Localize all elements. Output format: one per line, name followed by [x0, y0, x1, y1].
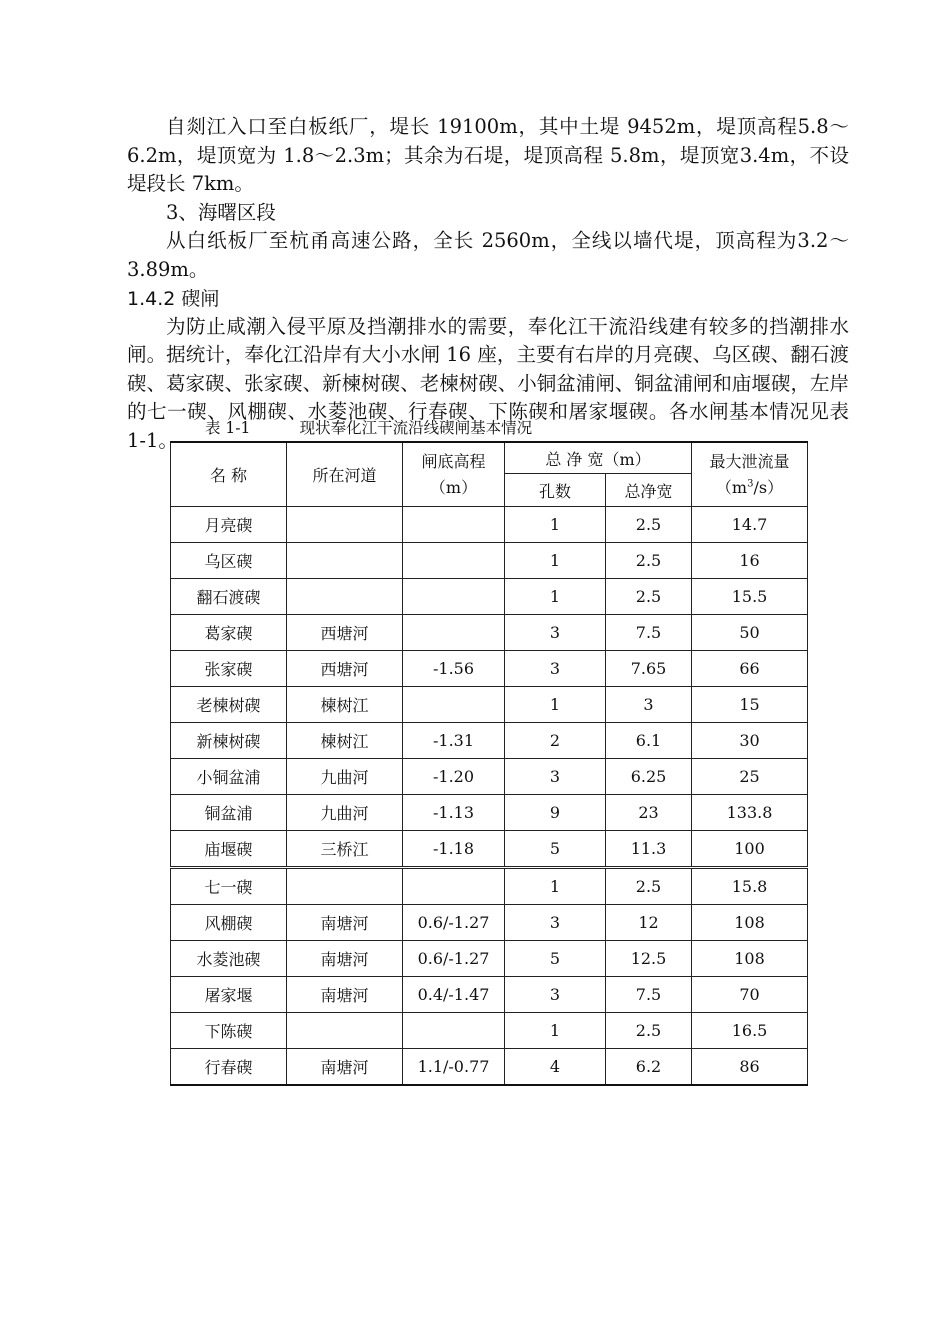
cell-river [287, 1013, 403, 1049]
cell-name: 张家碶 [171, 651, 287, 687]
table-row [171, 507, 808, 543]
cell-bottom-elevation: 0.6/-1.27 [403, 905, 505, 941]
cell-river [287, 507, 403, 543]
document-body [127, 113, 849, 456]
cell-max-flow: 100 [692, 831, 808, 868]
cell-river [287, 868, 403, 905]
cell-holes: 3 [505, 977, 606, 1013]
cell-river: 九曲河 [287, 795, 403, 831]
cell-bottom-elevation [403, 1013, 505, 1049]
cell-bottom-elevation: 1.1/-0.77 [403, 1049, 505, 1086]
cell-holes: 3 [505, 651, 606, 687]
table-row [171, 615, 808, 651]
cell-net-width: 7.65 [606, 651, 692, 687]
sluice-table [170, 441, 808, 1086]
cell-bottom-elevation: -1.13 [403, 795, 505, 831]
cell-max-flow: 86 [692, 1049, 808, 1086]
cell-river: 西塘河 [287, 651, 403, 687]
header-river: 所在河道 [287, 442, 403, 507]
cell-name: 下陈碶 [171, 1013, 287, 1049]
cell-net-width: 7.5 [606, 615, 692, 651]
cell-net-width: 11.3 [606, 831, 692, 868]
cell-max-flow: 15.5 [692, 579, 808, 615]
cell-max-flow: 70 [692, 977, 808, 1013]
cell-max-flow: 15.8 [692, 868, 808, 905]
cell-holes: 3 [505, 615, 606, 651]
table-row [171, 1013, 808, 1049]
cell-max-flow: 30 [692, 723, 808, 759]
table-row [171, 543, 808, 579]
cell-holes: 1 [505, 507, 606, 543]
cell-net-width: 3 [606, 687, 692, 723]
cell-net-width: 2.5 [606, 1013, 692, 1049]
table-row [171, 831, 808, 868]
cell-river: 九曲河 [287, 759, 403, 795]
cell-river: 楝树江 [287, 723, 403, 759]
paragraph-sluices: 为防止咸潮入侵平原及挡潮排水的需要，奉化江干流沿线建有较多的挡潮排水闸。据统计，奉化江沿岸有大小水闸 16 座，主要有右岸的月亮碶、乌区碶、翻石渡碶、葛家碶、张家碶、新楝树碶、老楝树碶、小铜盆浦闸、铜盆浦闸和庙堰碶，左岸的七一碶、风棚碶、水菱池碶、行春碶、下陈碶和屠家堰碶。各水闸基本情况见表 1-1。 [127, 314, 849, 452]
cell-net-width: 2.5 [606, 543, 692, 579]
cell-name: 风棚碶 [171, 905, 287, 941]
cell-bottom-elevation: 0.4/-1.47 [403, 977, 505, 1013]
cell-max-flow: 14.7 [692, 507, 808, 543]
cell-holes: 1 [505, 687, 606, 723]
table-row [171, 723, 808, 759]
cell-river: 楝树江 [287, 687, 403, 723]
table-row [171, 868, 808, 905]
cell-net-width: 2.5 [606, 507, 692, 543]
cell-river [287, 579, 403, 615]
cell-holes: 3 [505, 905, 606, 941]
cell-name: 月亮碶 [171, 507, 287, 543]
cell-net-width: 2.5 [606, 868, 692, 905]
table-body [171, 507, 808, 1086]
cell-net-width: 6.25 [606, 759, 692, 795]
cell-max-flow: 15 [692, 687, 808, 723]
cell-river: 南塘河 [287, 1049, 403, 1086]
cell-river: 三桥江 [287, 831, 403, 868]
paragraph-section-haishu: 3、海曙区段 [166, 200, 276, 224]
cell-max-flow: 16.5 [692, 1013, 808, 1049]
cell-name: 行春碶 [171, 1049, 287, 1086]
cell-holes: 9 [505, 795, 606, 831]
table-row [171, 1049, 808, 1086]
cell-river: 南塘河 [287, 941, 403, 977]
cell-bottom-elevation: 0.6/-1.27 [403, 941, 505, 977]
cell-holes: 5 [505, 941, 606, 977]
cell-holes: 1 [505, 579, 606, 615]
header-net-width: 总净宽 [606, 474, 692, 507]
table-row [171, 579, 808, 615]
cell-max-flow: 133.8 [692, 795, 808, 831]
table-row [171, 651, 808, 687]
header-max-flow-unit: $(m^3/s)$ [715, 477, 784, 497]
cell-bottom-elevation: -1.18 [403, 831, 505, 868]
cell-bottom-elevation: -1.56 [403, 651, 505, 687]
header-bottom-elevation-label: 闸底高程 [421, 451, 486, 471]
cell-name: 水菱池碶 [171, 941, 287, 977]
header-max-flow [692, 442, 808, 507]
cell-net-width: 6.1 [606, 723, 692, 759]
cell-max-flow: 108 [692, 941, 808, 977]
cell-max-flow: 108 [692, 905, 808, 941]
cell-river [287, 543, 403, 579]
header-holes: 孔数 [505, 474, 606, 507]
paragraph-embankment: 自剡江入口至白板纸厂，堤长 19100m，其中土堤 9452m，堤顶高程5.8～6.2m，堤顶宽为 1.8～2.3m；其余为石堤，堤顶高程 5.8m，堤顶宽3.4m，不设堤段长 7km。 [127, 115, 849, 196]
cell-bottom-elevation [403, 579, 505, 615]
cell-bottom-elevation [403, 615, 505, 651]
cell-holes: 3 [505, 759, 606, 795]
section-heading: 1.4.2 碶闸 [127, 287, 220, 310]
cell-name: 葛家碶 [171, 615, 287, 651]
cell-name: 七一碶 [171, 868, 287, 905]
cell-net-width: 7.5 [606, 977, 692, 1013]
cell-net-width: 6.2 [606, 1049, 692, 1086]
cell-name: 老楝树碶 [171, 687, 287, 723]
table-row [171, 905, 808, 941]
cell-name: 乌区碶 [171, 543, 287, 579]
cell-max-flow: 50 [692, 615, 808, 651]
cell-bottom-elevation [403, 687, 505, 723]
cell-net-width: 12.5 [606, 941, 692, 977]
paragraph-haishu-detail: 从白纸板厂至杭甬高速公路，全长 2560m，全线以墙代堤，顶高程为3.2～3.89m。 [127, 229, 849, 281]
cell-holes: 4 [505, 1049, 606, 1086]
cell-river: 西塘河 [287, 615, 403, 651]
cell-river: 南塘河 [287, 977, 403, 1013]
header-max-flow-label: 最大泄流量 [709, 451, 790, 471]
cell-bottom-elevation [403, 507, 505, 543]
cell-river: 南塘河 [287, 905, 403, 941]
cell-name: 屠家堰 [171, 977, 287, 1013]
cell-holes: 1 [505, 868, 606, 905]
cell-holes: 1 [505, 1013, 606, 1049]
cell-net-width: 12 [606, 905, 692, 941]
cell-bottom-elevation [403, 543, 505, 579]
header-bottom-elevation [403, 442, 505, 507]
table-row [171, 759, 808, 795]
cell-name: 庙堰碶 [171, 831, 287, 868]
cell-bottom-elevation: -1.31 [403, 723, 505, 759]
cell-name: 铜盆浦 [171, 795, 287, 831]
table-row [171, 687, 808, 723]
cell-net-width: 2.5 [606, 579, 692, 615]
cell-net-width: 23 [606, 795, 692, 831]
cell-bottom-elevation: -1.20 [403, 759, 505, 795]
table-caption: 表 1-1 现状奉化江干流沿线碶闸基本情况 [205, 419, 533, 437]
header-name: 名 称 [171, 442, 287, 507]
cell-holes: 5 [505, 831, 606, 868]
cell-holes: 1 [505, 543, 606, 579]
table-row [171, 941, 808, 977]
cell-name: 新楝树碶 [171, 723, 287, 759]
cell-name: 小铜盆浦 [171, 759, 287, 795]
header-total-width: 总 净 宽（m） [505, 442, 692, 474]
cell-bottom-elevation [403, 868, 505, 905]
cell-max-flow: 16 [692, 543, 808, 579]
table-row [171, 795, 808, 831]
cell-max-flow: 25 [692, 759, 808, 795]
table-row [171, 977, 808, 1013]
cell-name: 翻石渡碶 [171, 579, 287, 615]
header-bottom-elevation-unit: （m） [429, 477, 478, 497]
cell-max-flow: 66 [692, 651, 808, 687]
cell-holes: 2 [505, 723, 606, 759]
